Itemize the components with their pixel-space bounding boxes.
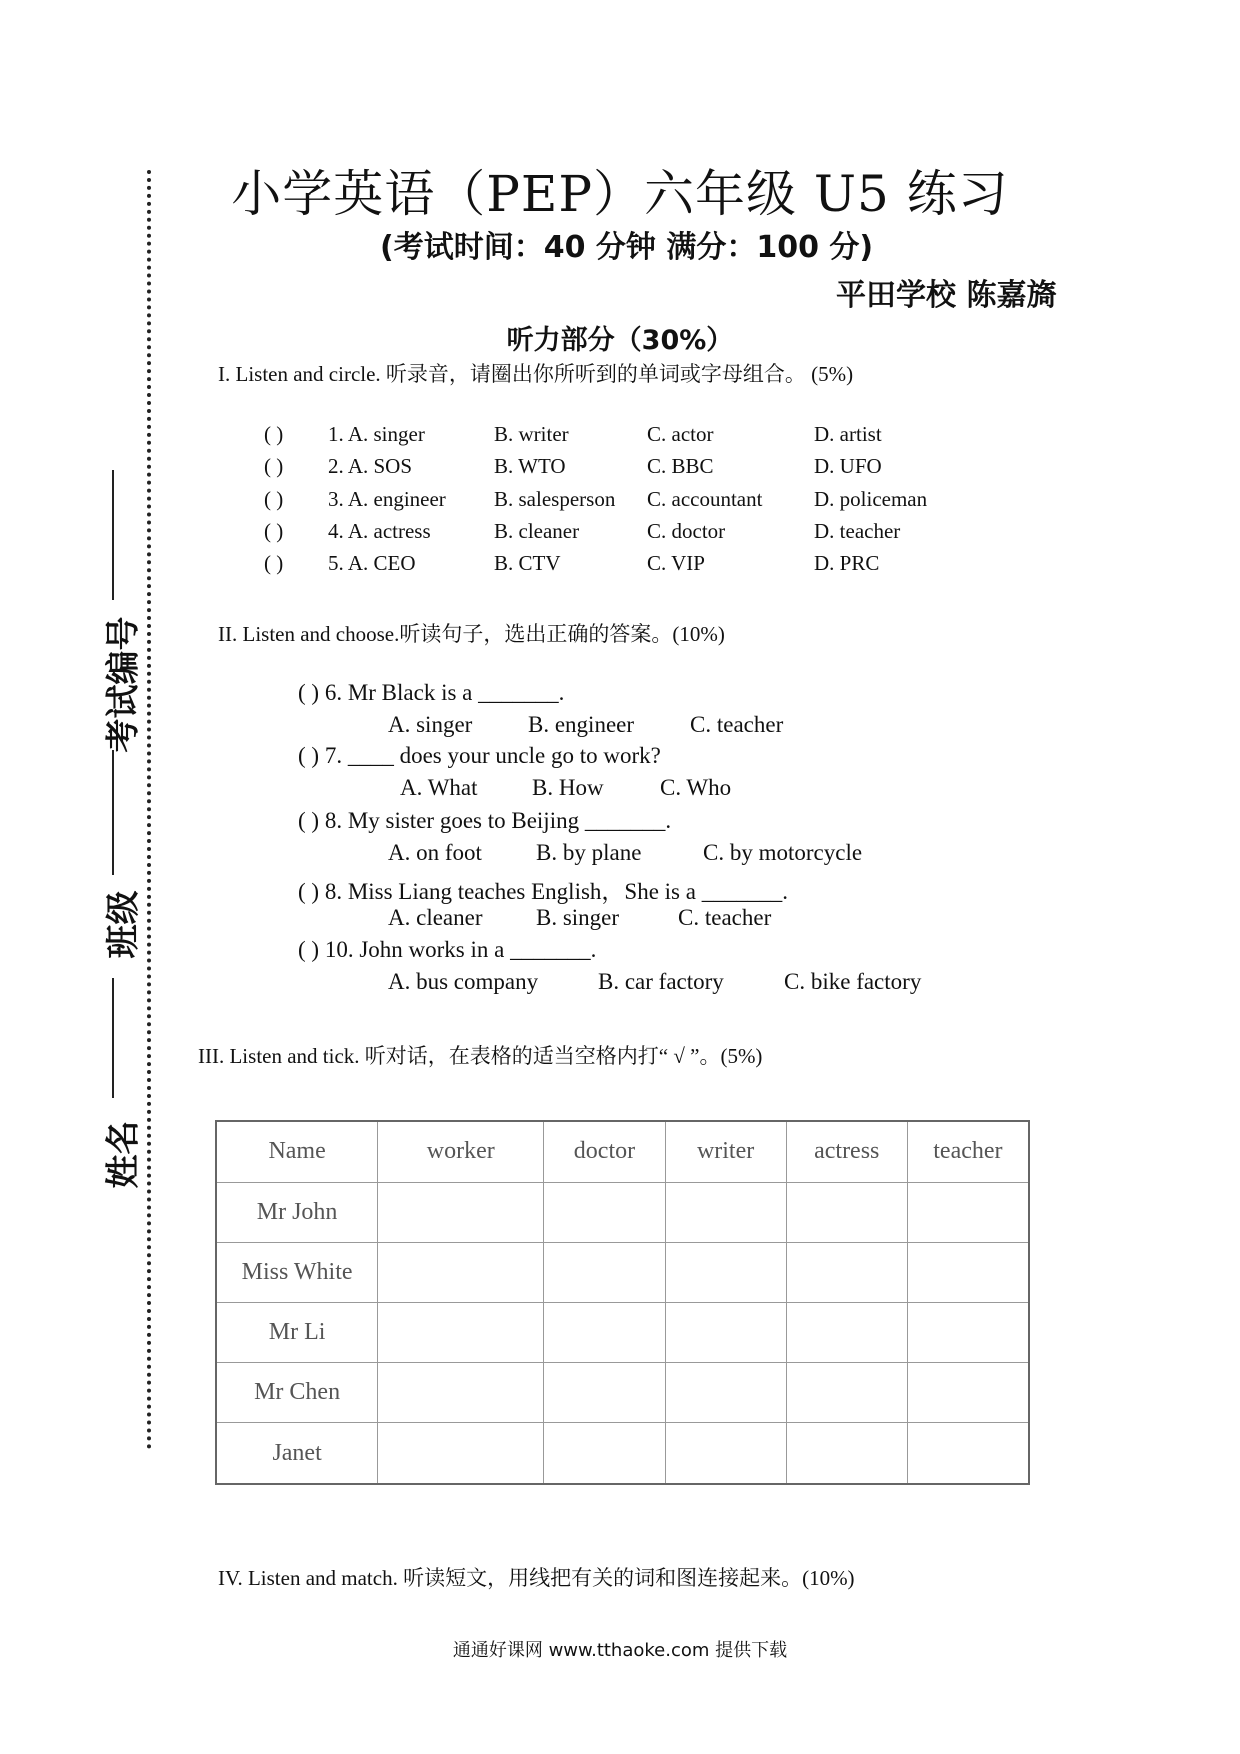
tick-cell[interactable] <box>378 1302 544 1362</box>
option-b: B. WTO <box>494 454 566 478</box>
answer-blank[interactable]: ( ) <box>264 487 284 511</box>
author: 平田学校 陈嘉旖 <box>836 278 1057 313</box>
list-item <box>264 551 984 581</box>
tick-cell[interactable] <box>786 1302 907 1362</box>
option-c: C. doctor <box>647 519 726 543</box>
option-c: C. accountant <box>647 487 763 511</box>
question-text: ( ) 8. My sister goes to Beijing _______. <box>298 808 672 833</box>
tick-cell[interactable] <box>544 1182 665 1242</box>
tick-cell[interactable] <box>786 1182 907 1242</box>
row-name: Janet <box>216 1423 378 1484</box>
tick-cell[interactable] <box>665 1242 786 1302</box>
name-blank <box>112 978 114 1098</box>
tick-cell[interactable] <box>907 1182 1029 1242</box>
tick-cell[interactable] <box>786 1242 907 1302</box>
footer: 通通好课网 www.tthaoke.com 提供下载 <box>452 1640 788 1661</box>
choice-b: B. How <box>532 775 604 800</box>
option-a: 2. A. SOS <box>328 454 413 478</box>
option-d: D. policeman <box>814 487 928 511</box>
exam-info: (考试时间：40 分钟 满分：100 分) <box>380 230 874 265</box>
list-item <box>264 519 984 549</box>
choice-c: C. by motorcycle <box>703 840 863 865</box>
tick-cell[interactable] <box>907 1242 1029 1302</box>
choice-c: C. bike factory <box>784 969 922 994</box>
choice-a: A. cleaner <box>388 905 483 930</box>
table-header-row <box>216 1121 1029 1182</box>
option-c: C. VIP <box>647 551 705 575</box>
list-item <box>264 454 984 484</box>
row-name: Mr John <box>216 1182 378 1242</box>
option-d: D. UFO <box>814 454 882 478</box>
tick-table <box>215 1120 1030 1485</box>
table-row <box>216 1182 1029 1242</box>
option-a: 3. A. engineer <box>328 487 446 511</box>
choice-c: C. Who <box>660 775 732 800</box>
option-c: C. actor <box>647 422 714 446</box>
choice-a: A. singer <box>388 712 473 737</box>
option-a: 5. A. CEO <box>328 551 416 575</box>
table-row <box>216 1363 1029 1423</box>
answer-blank[interactable]: ( ) <box>264 519 284 543</box>
name-label: 姓名 <box>103 1120 144 1189</box>
col-worker: worker <box>378 1121 544 1182</box>
row-name: Miss White <box>216 1242 378 1302</box>
tick-cell[interactable] <box>907 1363 1029 1423</box>
tick-cell[interactable] <box>786 1423 907 1484</box>
col-name: Name <box>216 1121 378 1182</box>
tick-cell[interactable] <box>378 1242 544 1302</box>
tick-cell[interactable] <box>544 1423 665 1484</box>
option-a: 4. A. actress <box>328 519 431 543</box>
answer-blank[interactable]: ( ) <box>264 551 284 575</box>
tick-cell[interactable] <box>378 1423 544 1484</box>
part-heading: 听力部分（30%） <box>506 325 734 356</box>
table-row <box>216 1423 1029 1484</box>
section4-heading: IV. Listen and match. 听读短文，用线把有关的词和图连接起来。(10%) <box>218 1566 855 1590</box>
option-b: B. CTV <box>494 551 561 575</box>
class-label: 班级 <box>103 890 144 959</box>
col-doctor: doctor <box>544 1121 665 1182</box>
tick-cell[interactable] <box>544 1242 665 1302</box>
option-a: 1. A. singer <box>328 422 425 446</box>
tick-cell[interactable] <box>378 1182 544 1242</box>
exam-no-label: 考试编号 <box>103 616 144 753</box>
tick-cell[interactable] <box>665 1363 786 1423</box>
tick-cell[interactable] <box>378 1363 544 1423</box>
tick-cell[interactable] <box>907 1423 1029 1484</box>
question-text: ( ) 6. Mr Black is a _______. <box>298 680 565 705</box>
option-b: B. cleaner <box>494 519 580 543</box>
list-item <box>264 422 984 452</box>
binding-dotted-line <box>147 170 151 1450</box>
tick-cell[interactable] <box>544 1363 665 1423</box>
choice-b: B. by plane <box>536 840 642 865</box>
table-row <box>216 1302 1029 1362</box>
option-b: B. salesperson <box>494 487 616 511</box>
tick-cell[interactable] <box>786 1363 907 1423</box>
choice-c: C. teacher <box>690 712 784 737</box>
list-item <box>264 487 984 517</box>
row-name: Mr Li <box>216 1302 378 1362</box>
exam-no-blank <box>112 470 114 600</box>
section2-heading: II. Listen and choose.听读句子，选出正确的答案。(10%) <box>218 622 725 646</box>
page-title: 小学英语（PEP）六年级 U5 练习 <box>231 165 1009 223</box>
tick-cell[interactable] <box>665 1182 786 1242</box>
row-name: Mr Chen <box>216 1363 378 1423</box>
choice-a: A. bus company <box>388 969 539 994</box>
question-text: ( ) 7. ____ does your uncle go to work? <box>298 743 661 768</box>
option-b: B. writer <box>494 422 569 446</box>
option-d: D. artist <box>814 422 882 446</box>
col-teacher: teacher <box>907 1121 1029 1182</box>
choice-c: C. teacher <box>678 905 772 930</box>
class-blank <box>112 750 114 875</box>
option-d: D. teacher <box>814 519 901 543</box>
option-d: D. PRC <box>814 551 880 575</box>
tick-cell[interactable] <box>665 1423 786 1484</box>
table-row <box>216 1242 1029 1302</box>
col-actress: actress <box>786 1121 907 1182</box>
section1-heading: I. Listen and circle. 听录音，请圈出你所听到的单词或字母组合。 (5%) <box>218 362 854 386</box>
tick-cell[interactable] <box>665 1302 786 1362</box>
tick-cell[interactable] <box>544 1302 665 1362</box>
answer-blank[interactable]: ( ) <box>264 422 284 446</box>
choice-b: B. car factory <box>598 969 724 994</box>
question-text: ( ) 8. Miss Liang teaches English，She is a _______. <box>298 879 788 904</box>
choice-a: A. on foot <box>388 840 482 865</box>
choice-b: B. engineer <box>528 712 635 737</box>
question-text: ( ) 10. John works in a _______. <box>298 937 597 962</box>
option-c: C. BBC <box>647 454 714 478</box>
choice-a: A. What <box>400 775 478 800</box>
col-writer: writer <box>665 1121 786 1182</box>
choice-b: B. singer <box>536 905 620 930</box>
tick-cell[interactable] <box>907 1302 1029 1362</box>
section3-heading: III. Listen and tick. 听对话，在表格的适当空格内打“ √ ”。(5%) <box>198 1044 763 1068</box>
answer-blank[interactable]: ( ) <box>264 454 284 478</box>
